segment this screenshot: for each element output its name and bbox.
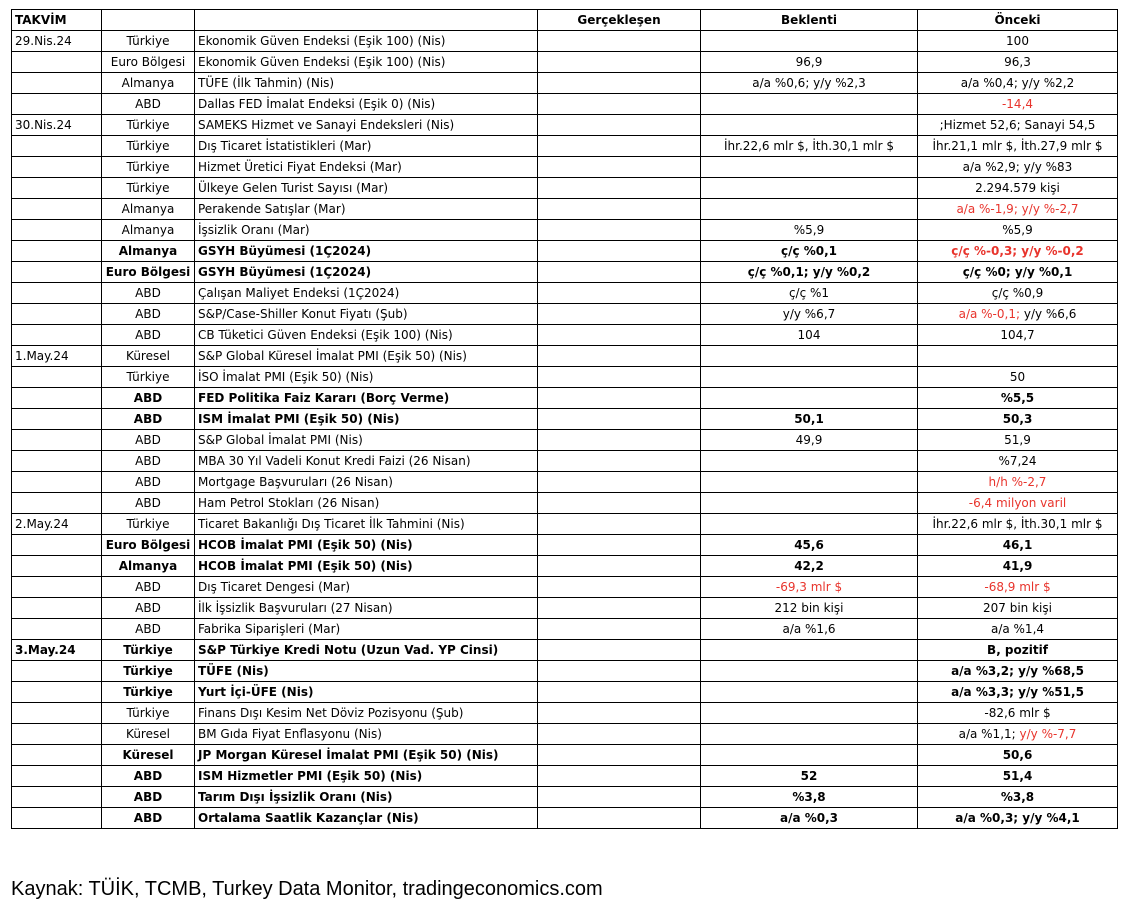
event-country: ABD (102, 598, 195, 619)
event-country: Almanya (102, 73, 195, 94)
event-actual (538, 325, 701, 346)
event-country: Türkiye (102, 514, 195, 535)
event-previous: ;Hizmet 52,6; Sanayi 54,5 (918, 115, 1118, 136)
event-country: Küresel (102, 346, 195, 367)
event-date (12, 241, 102, 262)
event-expected: a/a %0,6; y/y %2,3 (701, 73, 918, 94)
event-expected: 52 (701, 766, 918, 787)
event-name: TÜFE (Nis) (195, 661, 538, 682)
event-country: Küresel (102, 745, 195, 766)
event-previous: h/h %-2,7 (918, 472, 1118, 493)
event-date: 29.Nis.24 (12, 31, 102, 52)
event-name: Yurt İçi-ÜFE (Nis) (195, 682, 538, 703)
event-actual (538, 724, 701, 745)
event-expected: 96,9 (701, 52, 918, 73)
event-name: S&P Global İmalat PMI (Nis) (195, 430, 538, 451)
event-name: İSO İmalat PMI (Eşik 50) (Nis) (195, 367, 538, 388)
event-expected (701, 388, 918, 409)
event-previous: 207 bin kişi (918, 598, 1118, 619)
event-date (12, 745, 102, 766)
event-name: FED Politika Faiz Kararı (Borç Verme) (195, 388, 538, 409)
event-actual (538, 472, 701, 493)
event-expected (701, 703, 918, 724)
event-country: Almanya (102, 241, 195, 262)
table-row (12, 430, 1118, 451)
event-expected (701, 661, 918, 682)
header-expected: Beklenti (701, 10, 918, 31)
event-date (12, 556, 102, 577)
event-expected: 50,1 (701, 409, 918, 430)
previous-negative-part: y/y %-7,7 (1015, 727, 1077, 741)
event-previous: 2.294.579 kişi (918, 178, 1118, 199)
event-previous: -6,4 milyon varil (918, 493, 1118, 514)
event-actual (538, 556, 701, 577)
event-expected: ç/ç %1 (701, 283, 918, 304)
event-previous (918, 724, 1118, 745)
event-date: 30.Nis.24 (12, 115, 102, 136)
event-name: İşsizlik Oranı (Mar) (195, 220, 538, 241)
event-country: ABD (102, 430, 195, 451)
header-event (195, 10, 538, 31)
event-name: Hizmet Üretici Fiyat Endeksi (Mar) (195, 157, 538, 178)
table-row (12, 724, 1118, 745)
event-country: ABD (102, 808, 195, 829)
event-date (12, 472, 102, 493)
event-country: Küresel (102, 724, 195, 745)
event-date (12, 220, 102, 241)
event-expected (701, 31, 918, 52)
event-country: Türkiye (102, 703, 195, 724)
table-row (12, 31, 1118, 52)
event-expected (701, 178, 918, 199)
event-expected: ç/ç %0,1 (701, 241, 918, 262)
header-row (12, 10, 1118, 31)
event-actual (538, 535, 701, 556)
event-country: Türkiye (102, 178, 195, 199)
event-expected (701, 514, 918, 535)
event-previous: 100 (918, 31, 1118, 52)
event-name: TÜFE (İlk Tahmin) (Nis) (195, 73, 538, 94)
header-actual: Gerçekleşen (538, 10, 701, 31)
event-previous: a/a %0,3; y/y %4,1 (918, 808, 1118, 829)
event-previous: İhr.21,1 mlr $, İth.27,9 mlr $ (918, 136, 1118, 157)
table-row (12, 346, 1118, 367)
event-name: Ortalama Saatlik Kazançlar (Nis) (195, 808, 538, 829)
table-row (12, 115, 1118, 136)
event-date: 1.May.24 (12, 346, 102, 367)
event-expected (701, 346, 918, 367)
table-row (12, 745, 1118, 766)
event-name: GSYH Büyümesi (1Ç2024) (195, 262, 538, 283)
table-row (12, 514, 1118, 535)
event-actual (538, 94, 701, 115)
event-name: JP Morgan Küresel İmalat PMI (Eşik 50) (Nis) (195, 745, 538, 766)
event-date (12, 787, 102, 808)
event-date (12, 598, 102, 619)
event-previous: 104,7 (918, 325, 1118, 346)
event-name: SAMEKS Hizmet ve Sanayi Endeksleri (Nis) (195, 115, 538, 136)
event-date (12, 535, 102, 556)
event-previous: a/a %2,9; y/y %83 (918, 157, 1118, 178)
event-expected: 45,6 (701, 535, 918, 556)
event-name: HCOB İmalat PMI (Eşik 50) (Nis) (195, 556, 538, 577)
event-actual (538, 31, 701, 52)
table-row (12, 787, 1118, 808)
event-name: Ülkeye Gelen Turist Sayısı (Mar) (195, 178, 538, 199)
event-actual (538, 577, 701, 598)
event-previous: 41,9 (918, 556, 1118, 577)
table-row (12, 94, 1118, 115)
event-expected: 104 (701, 325, 918, 346)
event-country: ABD (102, 325, 195, 346)
event-name: Tarım Dışı İşsizlik Oranı (Nis) (195, 787, 538, 808)
event-country: ABD (102, 283, 195, 304)
event-date (12, 367, 102, 388)
event-actual (538, 661, 701, 682)
event-previous: a/a %1,4 (918, 619, 1118, 640)
event-name: Dallas FED İmalat Endeksi (Eşik 0) (Nis) (195, 94, 538, 115)
event-date (12, 409, 102, 430)
event-actual (538, 745, 701, 766)
event-previous: ç/ç %0; y/y %0,1 (918, 262, 1118, 283)
table-row (12, 325, 1118, 346)
event-expected: a/a %0,3 (701, 808, 918, 829)
table-row (12, 556, 1118, 577)
event-name: S&P/Case-Shiller Konut Fiyatı (Şub) (195, 304, 538, 325)
event-name: CB Tüketici Güven Endeksi (Eşik 100) (Nis) (195, 325, 538, 346)
event-actual (538, 619, 701, 640)
event-previous: ç/ç %-0,3; y/y %-0,2 (918, 241, 1118, 262)
event-expected (701, 640, 918, 661)
event-previous: -14,4 (918, 94, 1118, 115)
event-expected: %5,9 (701, 220, 918, 241)
event-previous: İhr.22,6 mlr $, İth.30,1 mlr $ (918, 514, 1118, 535)
table-row (12, 136, 1118, 157)
table-row (12, 388, 1118, 409)
event-actual (538, 808, 701, 829)
event-country: Türkiye (102, 682, 195, 703)
event-expected (701, 451, 918, 472)
event-name: S&P Türkiye Kredi Notu (Uzun Vad. YP Cinsi) (195, 640, 538, 661)
event-expected (701, 94, 918, 115)
event-expected (701, 157, 918, 178)
event-name: HCOB İmalat PMI (Eşik 50) (Nis) (195, 535, 538, 556)
event-date (12, 724, 102, 745)
event-date (12, 703, 102, 724)
event-previous: -68,9 mlr $ (918, 577, 1118, 598)
event-expected (701, 724, 918, 745)
event-expected (701, 472, 918, 493)
event-actual (538, 598, 701, 619)
event-date: 2.May.24 (12, 514, 102, 535)
table-row (12, 241, 1118, 262)
event-date (12, 199, 102, 220)
event-country: ABD (102, 766, 195, 787)
table-row (12, 619, 1118, 640)
table-row (12, 766, 1118, 787)
event-name: Ham Petrol Stokları (26 Nisan) (195, 493, 538, 514)
event-country: Euro Bölgesi (102, 262, 195, 283)
event-expected (701, 682, 918, 703)
event-name: S&P Global Küresel İmalat PMI (Eşik 50) (Nis) (195, 346, 538, 367)
table-row (12, 598, 1118, 619)
event-expected (701, 745, 918, 766)
calendar-body (12, 31, 1118, 829)
event-date: 3.May.24 (12, 640, 102, 661)
event-expected: %3,8 (701, 787, 918, 808)
event-date (12, 283, 102, 304)
event-date (12, 577, 102, 598)
event-country: ABD (102, 619, 195, 640)
previous-part: y/y %6,6 (1020, 307, 1077, 321)
event-name: Fabrika Siparişleri (Mar) (195, 619, 538, 640)
event-actual (538, 367, 701, 388)
event-previous: 50,6 (918, 745, 1118, 766)
event-previous: a/a %-1,9; y/y %-2,7 (918, 199, 1118, 220)
event-actual (538, 178, 701, 199)
event-previous: %3,8 (918, 787, 1118, 808)
event-date (12, 682, 102, 703)
event-name: Mortgage Başvuruları (26 Nisan) (195, 472, 538, 493)
event-country: Türkiye (102, 115, 195, 136)
event-expected: 49,9 (701, 430, 918, 451)
event-country: ABD (102, 472, 195, 493)
event-actual (538, 640, 701, 661)
table-row (12, 304, 1118, 325)
event-actual (538, 703, 701, 724)
event-country: ABD (102, 577, 195, 598)
event-name: Perakende Satışlar (Mar) (195, 199, 538, 220)
event-country: ABD (102, 388, 195, 409)
event-country: ABD (102, 94, 195, 115)
event-expected: 212 bin kişi (701, 598, 918, 619)
event-country: Türkiye (102, 367, 195, 388)
table-row (12, 220, 1118, 241)
table-row (12, 808, 1118, 829)
event-previous: 96,3 (918, 52, 1118, 73)
event-expected: a/a %1,6 (701, 619, 918, 640)
event-actual (538, 241, 701, 262)
event-actual (538, 199, 701, 220)
table-row (12, 577, 1118, 598)
table-row (12, 640, 1118, 661)
event-actual (538, 283, 701, 304)
event-name: Dış Ticaret Dengesi (Mar) (195, 577, 538, 598)
event-actual (538, 157, 701, 178)
table-row (12, 661, 1118, 682)
event-actual (538, 388, 701, 409)
event-actual (538, 136, 701, 157)
event-previous: 50,3 (918, 409, 1118, 430)
event-actual (538, 346, 701, 367)
event-actual (538, 514, 701, 535)
event-date (12, 157, 102, 178)
table-row (12, 199, 1118, 220)
event-expected (701, 115, 918, 136)
event-previous: 51,9 (918, 430, 1118, 451)
event-name: Çalışan Maliyet Endeksi (1Ç2024) (195, 283, 538, 304)
event-date (12, 451, 102, 472)
event-expected: İhr.22,6 mlr $, İth.30,1 mlr $ (701, 136, 918, 157)
event-expected: 42,2 (701, 556, 918, 577)
table-row (12, 367, 1118, 388)
event-expected (701, 199, 918, 220)
event-previous: %5,5 (918, 388, 1118, 409)
event-previous: 50 (918, 367, 1118, 388)
event-previous: -82,6 mlr $ (918, 703, 1118, 724)
event-country: Türkiye (102, 640, 195, 661)
event-name: Ekonomik Güven Endeksi (Eşik 100) (Nis) (195, 52, 538, 73)
event-expected (701, 493, 918, 514)
previous-negative-part: a/a %-0,1; (958, 307, 1021, 321)
event-date (12, 178, 102, 199)
previous-part: a/a %1,1; (958, 727, 1016, 741)
event-date (12, 52, 102, 73)
event-country: ABD (102, 409, 195, 430)
event-previous: 51,4 (918, 766, 1118, 787)
event-country: ABD (102, 451, 195, 472)
event-actual (538, 787, 701, 808)
event-previous (918, 304, 1118, 325)
event-previous: a/a %0,4; y/y %2,2 (918, 73, 1118, 94)
event-actual (538, 409, 701, 430)
event-actual (538, 451, 701, 472)
source-caption: Kaynak: TÜİK, TCMB, Turkey Data Monitor, tradingeconomics.com (11, 878, 603, 900)
event-actual (538, 430, 701, 451)
table-row (12, 682, 1118, 703)
table-row (12, 703, 1118, 724)
event-name: ISM Hizmetler PMI (Eşik 50) (Nis) (195, 766, 538, 787)
table-row (12, 493, 1118, 514)
event-name: Finans Dışı Kesim Net Döviz Pozisyonu (Şub) (195, 703, 538, 724)
table-row (12, 157, 1118, 178)
event-date (12, 808, 102, 829)
event-date (12, 430, 102, 451)
event-date (12, 388, 102, 409)
event-name: BM Gıda Fiyat Enflasyonu (Nis) (195, 724, 538, 745)
table-row (12, 178, 1118, 199)
event-country: Euro Bölgesi (102, 535, 195, 556)
table-row (12, 472, 1118, 493)
header-previous: Önceki (918, 10, 1118, 31)
event-date (12, 619, 102, 640)
event-actual (538, 115, 701, 136)
event-name: GSYH Büyümesi (1Ç2024) (195, 241, 538, 262)
header-country (102, 10, 195, 31)
table-row (12, 535, 1118, 556)
event-actual (538, 493, 701, 514)
event-previous: a/a %3,3; y/y %51,5 (918, 682, 1118, 703)
event-actual (538, 682, 701, 703)
event-date (12, 493, 102, 514)
event-name: Ticaret Bakanlığı Dış Ticaret İlk Tahmini (Nis) (195, 514, 538, 535)
event-name: Ekonomik Güven Endeksi (Eşik 100) (Nis) (195, 31, 538, 52)
event-previous: %7,24 (918, 451, 1118, 472)
event-name: İlk İşsizlik Başvuruları (27 Nisan) (195, 598, 538, 619)
event-expected: -69,3 mlr $ (701, 577, 918, 598)
event-previous: a/a %3,2; y/y %68,5 (918, 661, 1118, 682)
event-actual (538, 73, 701, 94)
event-date (12, 94, 102, 115)
event-country: Euro Bölgesi (102, 52, 195, 73)
event-country: Türkiye (102, 157, 195, 178)
event-previous: 46,1 (918, 535, 1118, 556)
event-date (12, 73, 102, 94)
table-row (12, 52, 1118, 73)
event-actual (538, 262, 701, 283)
event-country: Türkiye (102, 661, 195, 682)
event-country: Almanya (102, 199, 195, 220)
event-name: MBA 30 Yıl Vadeli Konut Kredi Faizi (26 Nisan) (195, 451, 538, 472)
table-row (12, 451, 1118, 472)
event-country: ABD (102, 304, 195, 325)
event-country: ABD (102, 787, 195, 808)
event-expected: ç/ç %0,1; y/y %0,2 (701, 262, 918, 283)
event-expected: y/y %6,7 (701, 304, 918, 325)
event-expected (701, 367, 918, 388)
event-name: Dış Ticaret İstatistikleri (Mar) (195, 136, 538, 157)
event-date (12, 766, 102, 787)
event-date (12, 304, 102, 325)
event-country: Almanya (102, 220, 195, 241)
table-row (12, 283, 1118, 304)
economic-calendar-table (11, 9, 1118, 829)
event-date (12, 262, 102, 283)
event-actual (538, 304, 701, 325)
event-country: Türkiye (102, 136, 195, 157)
event-date (12, 136, 102, 157)
table-row (12, 262, 1118, 283)
table-row (12, 409, 1118, 430)
event-date (12, 325, 102, 346)
event-name: ISM İmalat PMI (Eşik 50) (Nis) (195, 409, 538, 430)
table-row (12, 73, 1118, 94)
event-country: ABD (102, 493, 195, 514)
event-actual (538, 52, 701, 73)
event-previous: %5,9 (918, 220, 1118, 241)
event-previous: ç/ç %0,9 (918, 283, 1118, 304)
event-actual (538, 220, 701, 241)
event-previous: B, pozitif (918, 640, 1118, 661)
event-previous (918, 346, 1118, 367)
event-date (12, 661, 102, 682)
event-actual (538, 766, 701, 787)
header-date: TAKVİM (12, 10, 102, 31)
event-country: Almanya (102, 556, 195, 577)
event-country: Türkiye (102, 31, 195, 52)
